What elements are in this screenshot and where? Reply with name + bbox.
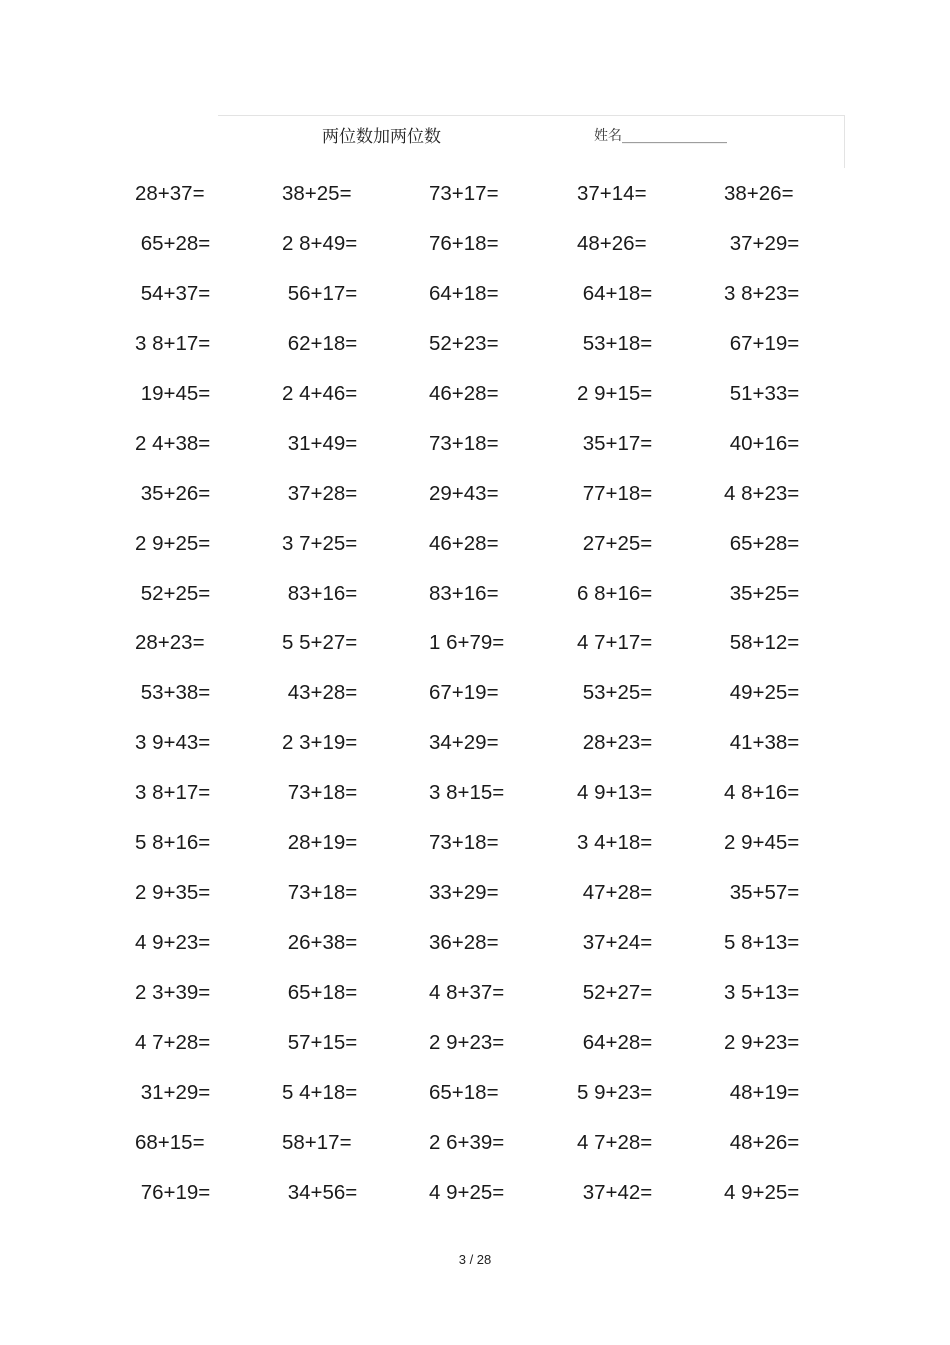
problem-item: 4 7+28=: [577, 1130, 653, 1154]
problem-item: 73+18=: [282, 881, 358, 905]
problem-row: [0, 779, 950, 829]
problem-item: 1 6+79=: [429, 631, 505, 655]
problem-item: 4 9+13=: [577, 781, 653, 805]
problem-item: 43+28=: [282, 681, 358, 705]
problem-row: [0, 230, 950, 280]
problem-item: 28+23=: [135, 631, 205, 655]
problem-row: [0, 729, 950, 779]
problem-item: 56+17=: [282, 281, 358, 305]
problem-item: 38+26=: [724, 182, 794, 205]
problem-item: 33+29=: [429, 881, 499, 905]
problem-row: [0, 530, 950, 580]
problem-item: 31+29=: [135, 1080, 211, 1104]
problem-item: 3 8+15=: [429, 781, 505, 805]
problem-item: 4 9+25=: [429, 1180, 505, 1204]
problem-item: 64+28=: [577, 1030, 653, 1054]
problem-item: 73+17=: [429, 182, 499, 205]
problem-item: 76+18=: [429, 231, 499, 255]
problem-item: 2 3+19=: [282, 731, 358, 755]
problem-item: 4 7+28=: [135, 1030, 211, 1054]
problem-item: 4 9+25=: [724, 1180, 800, 1204]
problem-item: 76+19=: [135, 1180, 211, 1204]
problem-item: 34+29=: [429, 731, 499, 755]
problem-item: 37+28=: [282, 481, 358, 505]
problem-item: 28+23=: [577, 731, 653, 755]
problem-item: 77+18=: [577, 481, 653, 505]
problem-item: 53+25=: [577, 681, 653, 705]
problem-item: 64+18=: [429, 281, 499, 305]
problem-item: 3 8+17=: [135, 331, 211, 355]
problem-item: 5 8+16=: [135, 831, 211, 855]
problem-item: 73+18=: [429, 431, 499, 455]
problem-item: 47+28=: [577, 881, 653, 905]
problem-item: 35+26=: [135, 481, 211, 505]
problem-item: 37+24=: [577, 931, 653, 955]
problem-item: 19+45=: [135, 381, 211, 405]
problem-item: 40+16=: [724, 431, 800, 455]
problem-item: 48+26=: [577, 231, 647, 255]
problem-item: 58+12=: [724, 631, 800, 655]
problem-row: [0, 430, 950, 480]
problem-item: 65+18=: [429, 1080, 499, 1104]
problem-item: 27+25=: [577, 531, 653, 555]
problem-item: 3 7+25=: [282, 531, 358, 555]
page-title: 两位数加两位数: [322, 127, 441, 147]
problem-item: 5 5+27=: [282, 631, 358, 655]
problem-item: 2 9+45=: [724, 831, 800, 855]
problem-item: 3 4+18=: [577, 831, 653, 855]
problem-item: 38+25=: [282, 182, 352, 205]
problem-item: 2 8+49=: [282, 231, 358, 255]
problem-item: 67+19=: [429, 681, 499, 705]
problem-item: 31+49=: [282, 431, 358, 455]
problem-item: 73+18=: [429, 831, 499, 855]
problem-item: 65+28=: [724, 531, 800, 555]
problem-row: [0, 979, 950, 1029]
problem-row: [0, 380, 950, 430]
problem-item: 3 9+43=: [135, 731, 211, 755]
problem-item: 4 9+23=: [135, 931, 211, 955]
problem-item: 6 8+16=: [577, 581, 653, 605]
problem-item: 5 9+23=: [577, 1080, 653, 1104]
problem-item: 62+18=: [282, 331, 358, 355]
problem-row: [0, 1129, 950, 1179]
problem-item: 41+38=: [724, 731, 800, 755]
problem-item: 5 4+18=: [282, 1080, 358, 1104]
problem-item: 52+23=: [429, 331, 499, 355]
problem-item: 34+56=: [282, 1180, 358, 1204]
problem-grid: [0, 180, 950, 1229]
problem-row: [0, 330, 950, 380]
problem-item: 5 8+13=: [724, 931, 800, 955]
problem-item: 37+29=: [724, 231, 800, 255]
problem-item: 2 4+38=: [135, 431, 211, 455]
name-field: [594, 125, 727, 145]
problem-item: 2 9+23=: [429, 1030, 505, 1054]
problem-item: 48+26=: [724, 1130, 800, 1154]
problem-item: 57+15=: [282, 1030, 358, 1054]
problem-item: 53+38=: [135, 681, 211, 705]
problem-item: 54+37=: [135, 281, 211, 305]
problem-row: [0, 829, 950, 879]
name-label: 姓名: [594, 128, 622, 144]
problem-item: 4 8+16=: [724, 781, 800, 805]
page-indicator: 3 / 28: [458, 1252, 492, 1267]
problem-item: 51+33=: [724, 381, 800, 405]
problem-item: 2 6+39=: [429, 1130, 505, 1154]
problem-item: 4 8+37=: [429, 981, 505, 1004]
problem-row: [0, 1029, 950, 1079]
name-blank: _______________: [622, 128, 727, 144]
problem-row: [0, 629, 950, 679]
problem-item: 35+17=: [577, 431, 653, 455]
problem-row: [0, 280, 950, 330]
problem-item: 2 9+23=: [724, 1030, 800, 1054]
problem-item: 4 8+23=: [724, 481, 800, 505]
problem-item: 48+19=: [724, 1080, 800, 1104]
problem-item: 58+17=: [282, 1130, 352, 1154]
problem-row: [0, 1179, 950, 1229]
problem-item: 35+25=: [724, 581, 800, 605]
problem-item: 35+57=: [724, 881, 800, 905]
problem-item: 37+42=: [577, 1180, 653, 1204]
problem-item: 28+37=: [135, 182, 205, 205]
problem-item: 52+27=: [577, 981, 653, 1004]
problem-item: 73+18=: [282, 781, 358, 805]
problem-item: 64+18=: [577, 281, 653, 305]
problem-item: 46+28=: [429, 381, 499, 405]
problem-row: [0, 580, 950, 630]
problem-item: 3 8+17=: [135, 781, 211, 805]
problem-row: [0, 879, 950, 929]
problem-row: [0, 1079, 950, 1129]
problem-row: [0, 929, 950, 979]
problem-item: 26+38=: [282, 931, 358, 955]
problem-item: 52+25=: [135, 581, 211, 605]
problem-item: 2 4+46=: [282, 381, 358, 405]
problem-item: 4 7+17=: [577, 631, 653, 655]
problem-item: 67+19=: [724, 331, 800, 355]
problem-item: 37+14=: [577, 182, 647, 205]
problem-item: 3 5+13=: [724, 981, 800, 1004]
problem-item: 2 9+25=: [135, 531, 211, 555]
problem-item: 28+19=: [282, 831, 358, 855]
problem-item: 46+28=: [429, 531, 499, 555]
problem-item: 3 8+23=: [724, 281, 800, 305]
problem-row: [0, 679, 950, 729]
problem-item: 83+16=: [282, 581, 358, 605]
problem-item: 2 3+39=: [135, 981, 211, 1004]
problem-item: 68+15=: [135, 1130, 205, 1154]
problem-item: 65+18=: [282, 981, 358, 1004]
problem-item: 36+28=: [429, 931, 499, 955]
problem-item: 49+25=: [724, 681, 800, 705]
problem-item: 53+18=: [577, 331, 653, 355]
problem-item: 2 9+15=: [577, 381, 653, 405]
problem-row: [0, 480, 950, 530]
problem-item: 83+16=: [429, 581, 499, 605]
problem-item: 65+28=: [135, 231, 211, 255]
problem-item: 2 9+35=: [135, 881, 211, 905]
header-frame: [218, 115, 845, 168]
problem-item: 29+43=: [429, 481, 499, 505]
problem-row: [0, 180, 950, 230]
